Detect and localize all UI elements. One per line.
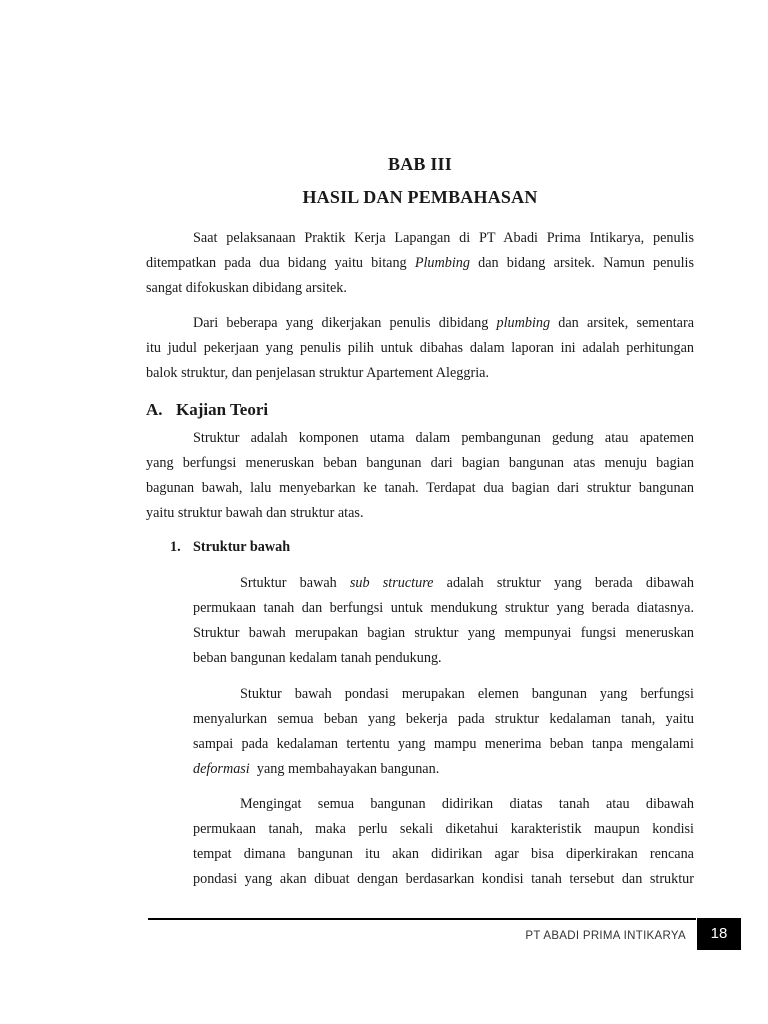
subsection-paragraph-1 — [193, 571, 694, 671]
paragraph-line: deformasi yang membahayakan bangunan. — [193, 761, 440, 777]
italic-term: deformasi — [193, 761, 250, 777]
intro-paragraph-2 — [146, 311, 694, 386]
paragraph-line: yang berfungsi meneruskan beban bangunan dari bagian bangunan atas menuju bagian — [146, 455, 694, 471]
footer-divider — [148, 918, 696, 920]
chapter-title: HASIL DAN PEMBAHASAN — [302, 187, 538, 207]
paragraph-line: menyalurkan semua beban yang bekerja pada struktur kedalaman tanah, yaitu — [193, 711, 694, 727]
intro-paragraph-1 — [146, 226, 694, 301]
paragraph-line: balok struktur, dan penjelasan struktur Apartement Aleggria. — [146, 365, 489, 381]
paragraph-line: yaitu struktur bawah dan struktur atas. — [146, 505, 364, 521]
paragraph-line: sangat difokuskan dibidang arsitek. — [146, 280, 347, 296]
paragraph-line: Mengingat semua bangunan didirikan diatas tanah atau dibawah — [240, 796, 694, 812]
italic-term: Plumbing — [414, 255, 470, 271]
section-title: Kajian Teori — [176, 400, 269, 419]
paragraph-line: ditempatkan pada dua bidang yaitu bitang Plumbing dan bidang arsitek. Namun penulis — [146, 255, 694, 271]
paragraph-line: Srtuktur bawah sub structure adalah struktur yang berada dibawah — [240, 575, 694, 591]
paragraph-line: Dari beberapa yang dikerjakan penulis dibidang plumbing dan arsitek, sementara — [193, 315, 694, 331]
subsection-heading — [170, 539, 290, 556]
footer-company: PT ABADI PRIMA INTIKARYA — [525, 930, 686, 942]
paragraph-line: Struktur bawah merupakan bagian struktur yang mempunyai fungsi meneruskan — [193, 625, 694, 641]
paragraph-line: Stuktur bawah pondasi merupakan elemen bangunan yang berfungsi — [240, 686, 694, 702]
page-number-badge: 18 — [697, 918, 741, 950]
section-heading — [146, 400, 268, 420]
italic-term: plumbing — [496, 315, 551, 331]
paragraph-line: Struktur adalah komponen utama dalam pembangunan gedung atau apatemen — [193, 430, 694, 446]
subsection-paragraph-2 — [193, 682, 694, 782]
paragraph-line: beban bangunan kedalam tanah pendukung. — [193, 650, 442, 666]
paragraph-line: permukaan tanah, maka perlu sekali diketahui karakteristik maupun kondisi — [193, 821, 694, 837]
paragraph-line: tempat dimana bangunan itu akan didirikan agar bisa diperkirakan rencana — [193, 846, 694, 862]
paragraph-line: sampai pada kedalaman tertentu yang mampu menerima beban tanpa mengalami — [193, 736, 694, 752]
paragraph-line: itu judul pekerjaan yang penulis pilih untuk dibahas dalam laporan ini adalah perhitungan — [146, 340, 694, 356]
paragraph-line: bagunan bawah, lalu menyebarkan ke tanah. Terdapat dua bagian dari struktur bangunan — [146, 480, 694, 496]
paragraph-line: pondasi yang akan dibuat dengan berdasarkan kondisi tanah tersebut dan struktur — [193, 871, 694, 887]
paragraph-line: Saat pelaksanaan Praktik Kerja Lapangan di PT Abadi Prima Intikarya, penulis — [193, 230, 694, 246]
subsection-number: 1. — [170, 539, 181, 555]
paragraph-line: permukaan tanah dan berfungsi untuk mendukung struktur yang berada diatasnya. — [193, 600, 694, 616]
subsection-paragraph-3 — [193, 792, 694, 892]
section-letter: A. — [146, 400, 163, 419]
section-a-paragraph — [146, 426, 694, 526]
italic-term: sub structure — [349, 575, 434, 591]
subsection-title: Struktur bawah — [193, 539, 291, 555]
chapter-number: BAB III — [388, 154, 452, 174]
